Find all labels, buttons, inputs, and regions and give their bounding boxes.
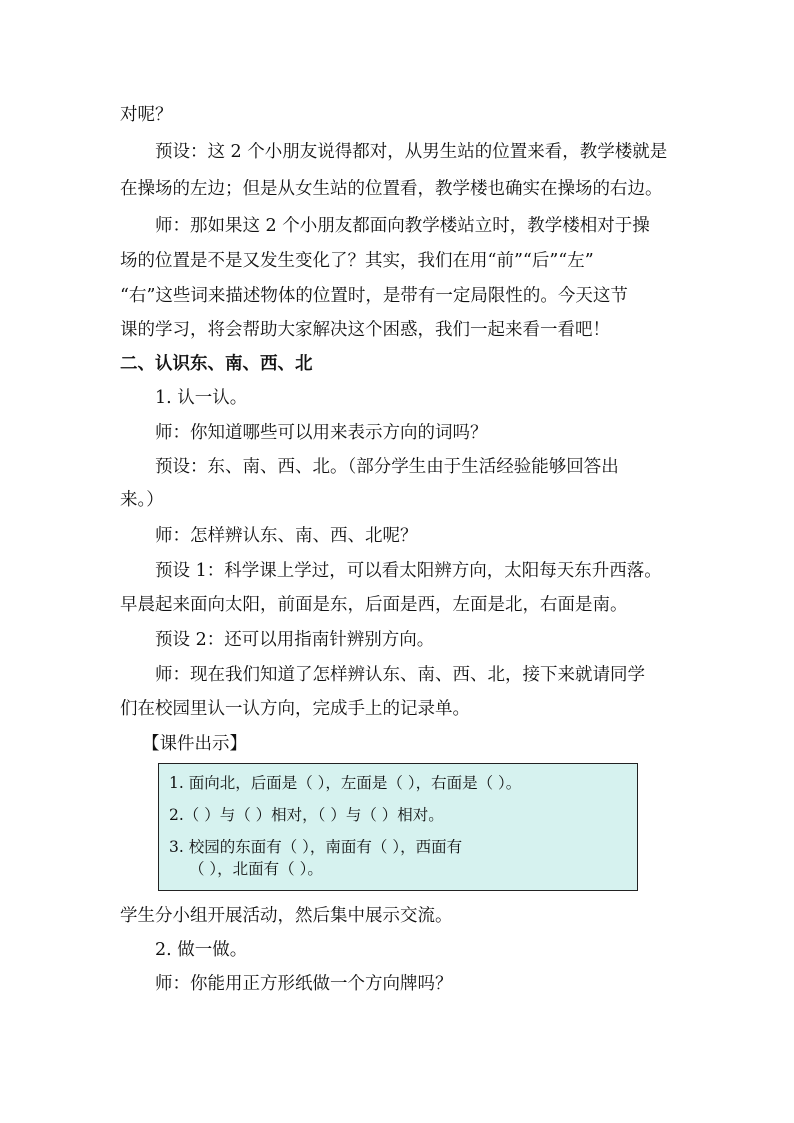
line: 师：现在我们知道了怎样辨认东、南、西、北，接下来就请同学	[155, 665, 645, 685]
line: 师：怎样辨认东、南、西、北呢？	[155, 526, 418, 546]
courseware-box	[158, 763, 638, 891]
line: 学生分小组开展活动，然后集中展示交流。	[120, 906, 453, 926]
line: 场的位置是不是又发生变化了？其实，我们在用“前”“后”“左”	[120, 251, 594, 271]
section-heading: 二、认识东、南、西、北	[120, 354, 313, 374]
box-item: （ ），北面有（ ）。	[189, 860, 323, 878]
box-item: 2.（ ）与（ ）相对，（ ）与（ ）相对。	[169, 806, 444, 824]
line: 预设：这 2 个小朋友说得都对，从男生站的位置来看，教学楼就是	[155, 142, 668, 162]
line: 来。）	[120, 490, 164, 510]
line: 2. 做一做。	[155, 940, 248, 960]
line: 对呢？	[120, 105, 173, 125]
line: 师：那如果这 2 个小朋友都面向教学楼站立时，教学楼相对于操	[155, 216, 650, 236]
line: 在操场的左边；但是从女生站的位置看，教学楼也确实在操场的右边。	[120, 179, 663, 199]
line: 预设 2：还可以用指南针辨别方向。	[155, 630, 435, 650]
line: 师：你知道哪些可以用来表示方向的词吗？	[155, 423, 488, 443]
line: 们在校园里认一认方向，完成手上的记录单。	[120, 699, 470, 719]
line: “右”这些词来描述物体的位置时，是带有一定局限性的。今天这节	[120, 286, 628, 306]
box-item: 1. 面向北，后面是（ ），左面是（ ），右面是（ ）。	[169, 774, 522, 792]
line: 预设：东、南、西、北。（部分学生由于生活经验能够回答出	[155, 457, 619, 477]
line: 师：你能用正方形纸做一个方向牌吗？	[155, 974, 453, 994]
line: 【课件出示】	[142, 734, 247, 754]
box-item: 3. 校园的东面有（ ），南面有（ ），西面有	[169, 838, 463, 856]
line: 早晨起来面向太阳，前面是东，后面是西，左面是北，右面是南。	[120, 595, 628, 615]
line: 预设 1：科学课上学过，可以看太阳辨方向，太阳每天东升西落。	[155, 561, 662, 581]
line: 课的学习，将会帮助大家解决这个困惑，我们一起来看一看吧！	[120, 320, 610, 340]
line: 1. 认一认。	[155, 388, 248, 408]
